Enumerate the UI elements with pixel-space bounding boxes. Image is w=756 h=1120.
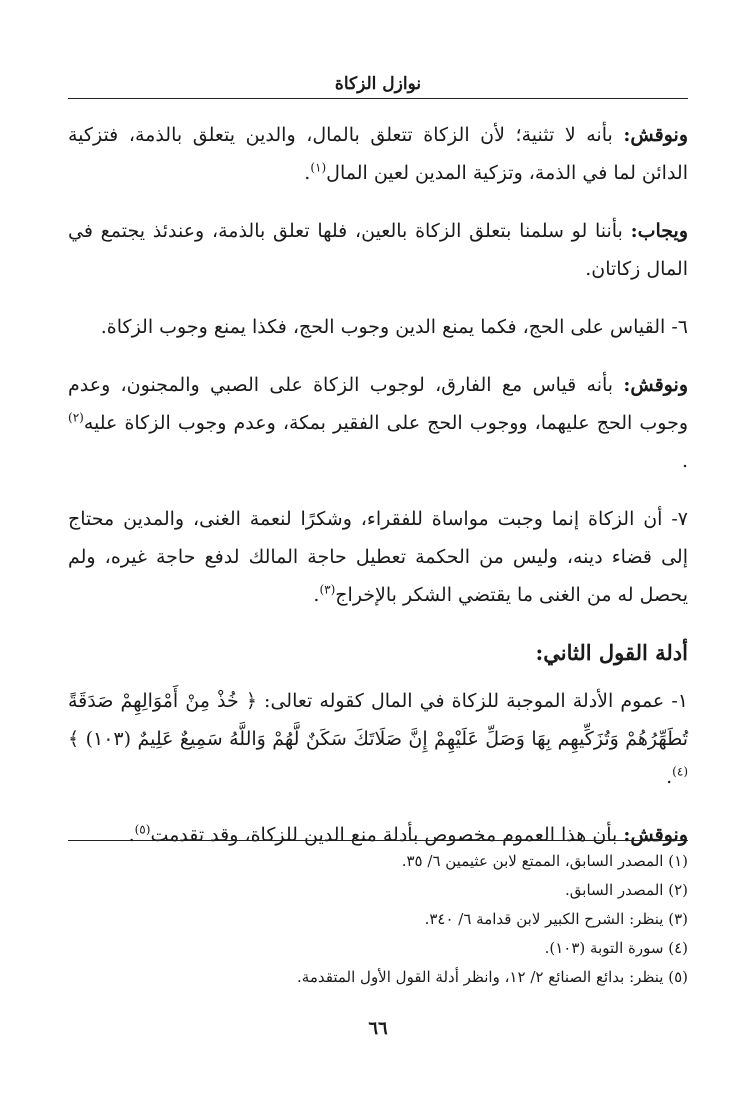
footnote-ref: (٣) (319, 582, 336, 597)
paragraph-text: ٦- القياس على الحج، فكما يمنع الدين وجوب الحج، فكذا يمنع وجوب الزكاة. (100, 316, 688, 338)
page-number: ٦٦ (368, 1018, 388, 1039)
paragraph-evidence-1 (68, 682, 688, 796)
paragraph-tail: . (681, 450, 688, 472)
footnote-ref: (٢) (68, 410, 84, 425)
section-heading: أدلة القول الثاني: (535, 640, 688, 665)
footnote-ref: (١) (310, 160, 327, 175)
paragraph-text: بأنه قياس مع الفارق، لوجوب الزكاة على الصبي والمجنون، وعدم وجوب الحج عليهما، ووجوب الحج على الفقير بمكة، وعدم وجوب الزكاة عليه (68, 374, 688, 434)
footnote-2: (٢) المصدر السابق. (565, 881, 688, 899)
footnote-ref: (٤) (672, 764, 688, 779)
paragraph-text: بأنه لا تثنية؛ لأن الزكاة تتعلق بالمال، والدين يتعلق بالذمة، فتزكية الدائن لما في الذمة، وتزكية المدين لعين المال (68, 124, 688, 184)
paragraph-rebuttal-1 (68, 116, 688, 192)
paragraph-text: بأن هذا العموم مخصوص بأدلة منع الدين للزكاة، وقد تقدمت (150, 824, 624, 846)
quran-close-bracket: ﴾ (68, 728, 80, 750)
paragraph-tail: . (666, 766, 673, 788)
paragraph-text: بأننا لو سلمنا بتعلق الزكاة بالعين، فلها تعلق بالذمة، وعندئذ يجتمع في المال زكاتان. (68, 220, 688, 280)
paragraph-tail: . (304, 162, 311, 184)
quran-open-bracket: ﴿ (245, 690, 257, 712)
footnotes (68, 840, 688, 992)
footnote-ref: (٥) (134, 822, 151, 837)
footnote-5: (٥) ينظر: بدائع الصنائع ٢/ ١٢، وانظر أدلة القول الأول المتقدمة. (297, 968, 688, 986)
paragraph-rebuttal-2 (68, 366, 688, 480)
running-header (68, 74, 688, 99)
evidence-intro: ١- عموم الأدلة الموجبة للزكاة في المال كقوله تعالى: (256, 690, 688, 712)
quran-verse: خُذْ مِنْ أَمْوَالِهِمْ صَدَقَةً تُطَهِّرُهُمْ وَتُزَكِّيهِم بِهَا وَصَلِّ عَلَيْهِمْ إِنَّ صَلَاتَكَ سَكَنٌ لَّهُمْ وَاللَّهُ سَمِيعٌ عَلِيمٌ (68, 690, 688, 750)
main-text (68, 116, 688, 874)
footnote-4: (٤) سورة التوبة (١٠٣). (544, 939, 688, 957)
paragraph-tail: . (313, 584, 320, 606)
paragraph-lead: ونوقش: (623, 374, 688, 396)
paragraph-point-6 (68, 308, 688, 346)
footnote-1: (١) المصدر السابق، الممتع لابن عثيمين ٦/ ٣٥. (401, 852, 688, 870)
header-title: نوازل الزكاة (334, 74, 422, 94)
paragraph-lead: ونوقش: (623, 824, 688, 846)
paragraph-tail: . (128, 824, 135, 846)
paragraph-lead: ويجاب: (630, 220, 688, 242)
paragraph-point-7 (68, 500, 688, 614)
paragraph-lead: ونوقش: (623, 124, 688, 146)
ayah-number: (١٠٣) (85, 728, 132, 750)
paragraph-text: ٧- أن الزكاة إنما وجبت مواساة للفقراء، وشكرًا لنعمة الغنى، والمدين محتاج إلى قضاء دينه، وليس من الحكمة تعطيل حاجة المالك لدفع حاجة غيره، ولم يحصل له من الغنى ما يقتضي الشكر بالإخراج (68, 508, 688, 606)
footnote-3: (٣) ينظر: الشرح الكبير لابن قدامة ٦/ ٣٤٠. (424, 910, 688, 928)
paragraph-reply (68, 212, 688, 288)
